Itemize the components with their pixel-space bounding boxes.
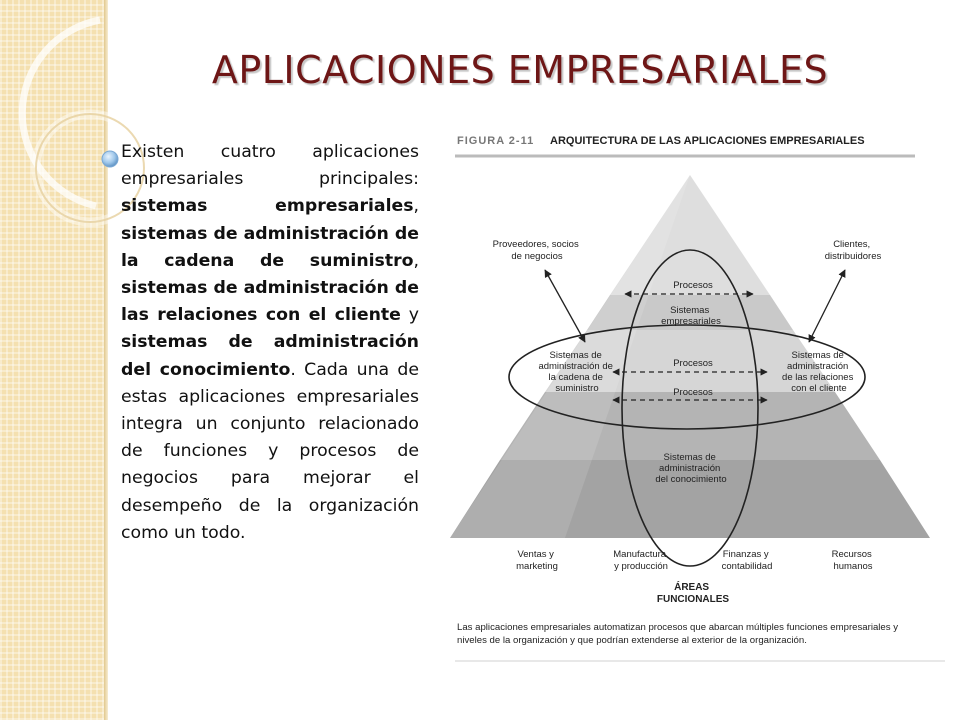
paragraph-run: y	[400, 305, 419, 326]
process-label-1: Procesos	[673, 280, 713, 291]
paragraph-run: ,	[413, 250, 419, 271]
figure-number: FIGURA 2-11	[457, 135, 535, 147]
figure-caption: Las aplicaciones empresariales automatizan procesos que abarcan múltiples funciones empresariales y niveles de la organización y que podrían extenderse al exterior de la organización.	[457, 622, 899, 646]
area-sales: Ventas y marketing	[516, 549, 558, 572]
bullet-icon	[102, 151, 118, 167]
suppliers-label: Proveedores, socios de negocios	[492, 239, 579, 262]
body-paragraph	[121, 139, 419, 547]
area-manufacturing: Manufactura y producción	[613, 549, 668, 572]
erp-label: Sistemas empresariales	[661, 305, 721, 327]
functional-areas-label: ÁREAS FUNCIONALES	[656, 582, 730, 605]
paragraph-bold-run: sistemas de administración de la cadena de suministro	[121, 223, 419, 271]
architecture-figure	[425, 120, 945, 670]
figure-heading: ARQUITECTURA DE LAS APLICACIONES EMPRESARIALES	[550, 135, 865, 147]
suppliers-arrow	[545, 270, 585, 342]
slide-title: APLICACIONES EMPRESARIALES	[211, 48, 829, 92]
paragraph-bold-run: sistemas de administración del conocimiento	[121, 332, 419, 380]
paragraph-bold-run: sistemas empresariales	[121, 196, 414, 217]
kms-label: Sistemas de administración del conocimiento	[655, 452, 727, 485]
area-finance: Finanzas y contabilidad	[721, 549, 773, 572]
customers-arrow	[809, 270, 845, 342]
paragraph-run: Existen cuatro aplicaciones empresariales principales:	[121, 142, 419, 190]
paragraph-bold-run: sistemas de administración de las relaciones con el cliente	[121, 278, 419, 326]
paragraph-run: . Cada una de estas aplicaciones empresariales integra un conjunto relacionado de funciones y procesos de negocios para mejorar el desempeño de la organización como un todo.	[121, 359, 419, 543]
crm-label: Sistemas de administración de las relaciones con el cliente	[782, 350, 854, 394]
scm-label: Sistemas de administración de la cadena de suministro	[538, 350, 613, 394]
paragraph-run: ,	[413, 196, 419, 217]
process-label-2: Procesos	[673, 358, 713, 369]
process-label-3: Procesos	[673, 387, 713, 398]
area-hr: Recursos humanos	[831, 549, 873, 572]
customers-label: Clientes, distribuidores	[824, 239, 882, 262]
